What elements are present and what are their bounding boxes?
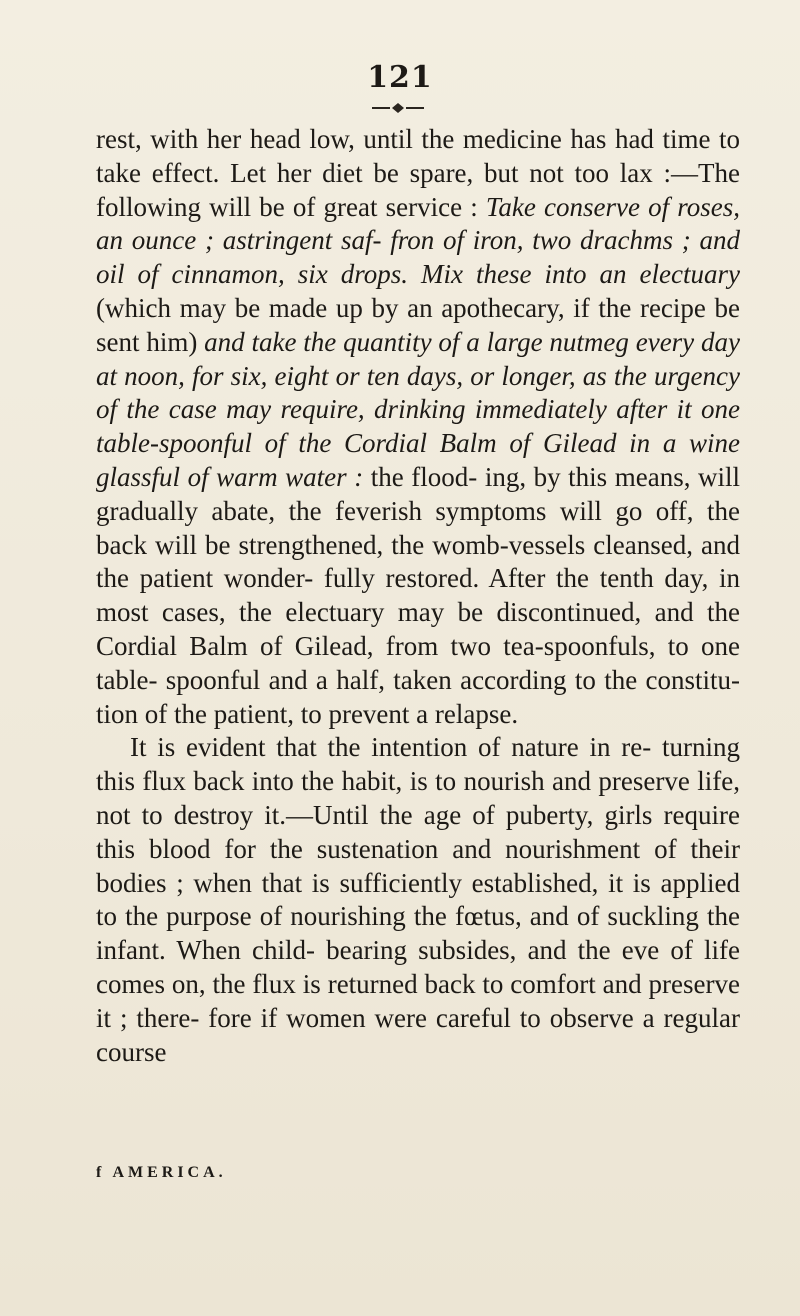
page-number: 121 xyxy=(367,60,433,95)
paragraph-2: It is evident that the intention of nature in re- turning this flux back into the habit, is to nourish and preserve life, not to destroy it.—Until the age of puberty, girls require this blood for the sustenation and nourishment of their bodies ; when that is sufficiently established, it is applied to the purpose of nourishing the fœtus, and of suckling the infant. When child- bearing subsides, and the eve of life comes on, the flux is returned back to comfort and preserve it ; there- fore if women were careful to observe a regular course xyxy=(96,732,740,1067)
paragraph-1-intro: rest, with her head low, until the medicine has had time to take effect. Let her diet be spare, but not too lax :—The following will be of great service : xyxy=(96,124,740,222)
recipe-text: Take conserve of roses, an ounce ; astringent saf- fron of iron, two drachms ; and oil of cinnamon, six drops. Mix these into an electuary xyxy=(96,191,740,290)
signature-mark: f AMERICA. xyxy=(96,1164,227,1181)
paragraph-1 xyxy=(96,123,740,731)
ornament-icon xyxy=(368,100,428,116)
dosage-directions: and take the quantity of a large nutmeg every day at noon, for six, eight or ten days, or longer, as the urgency of the case may require, drinking immediately after it one table-spoonful of the Cordial Balm of Gilead in a wine glassful of warm water : xyxy=(96,326,740,492)
apothecary-note: (which may be made up by an apothecary, if the recipe be sent him) xyxy=(96,292,740,357)
paragraph-1-outcome: the flood- ing, by this means, will gradually abate, the feverish symptoms will go off, the back will be strengthened, the womb-vessels cleansed, and the patient wonder- fully restored. After the tenth day, in most cases, the electuary may be discontinued, and the Cordial Balm of Gilead, from two tea-spoonfuls, to one table- spoonful and a half, taken according to the constitu- tion of the patient, to prevent a relapse. xyxy=(96,461,740,729)
body-text xyxy=(96,123,740,1069)
